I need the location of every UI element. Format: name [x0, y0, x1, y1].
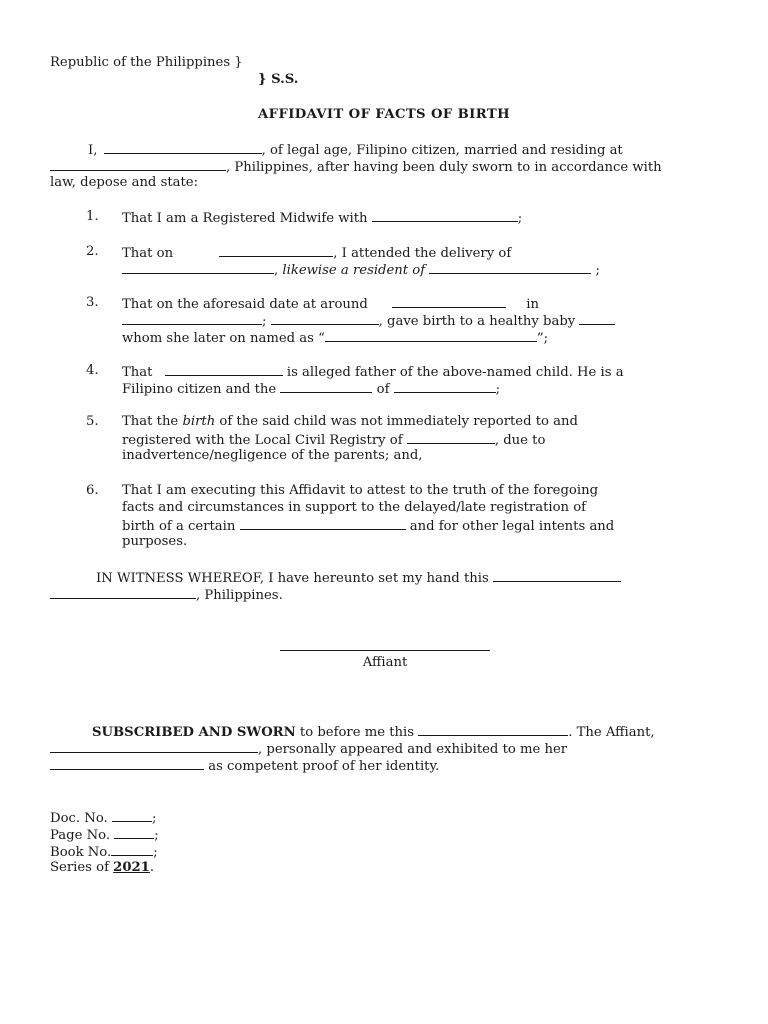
item-number: 4.: [86, 363, 99, 378]
notary-label: Series of: [50, 860, 109, 875]
delivery-date-blank[interactable]: [219, 243, 333, 257]
birth-place-blank[interactable]: [122, 311, 262, 325]
item-2: [122, 243, 660, 277]
mother-blank[interactable]: [271, 311, 379, 325]
baby-name-blank[interactable]: [325, 328, 537, 342]
baby-sex-blank[interactable]: [579, 311, 615, 325]
item-3: [122, 294, 660, 345]
item-text: ”;: [536, 331, 549, 346]
item-text: Filipino citizen and the: [122, 382, 277, 397]
item-text: ;: [595, 263, 600, 278]
jurat-date-blank[interactable]: [418, 722, 568, 736]
item-text: birth of a certain: [122, 519, 236, 534]
jurat-affiant-blank[interactable]: [50, 739, 258, 753]
father-residence-blank[interactable]: [394, 379, 496, 393]
item-text: of the said child was not immediately reported to and: [219, 414, 578, 429]
item-text: and for other legal intents and: [409, 519, 615, 534]
item-text: ,: [274, 263, 279, 278]
item-4: [122, 362, 660, 396]
item-number: 2.: [86, 244, 99, 259]
item-number: 5.: [86, 414, 99, 429]
item-text: , gave birth to a healthy baby: [378, 314, 576, 329]
series-year: 2021: [113, 860, 150, 875]
father-name-blank[interactable]: [165, 362, 283, 376]
intro-text: , Philippines, after having been duly sworn to in accordance with: [226, 160, 662, 175]
ss-line: } S.S.: [258, 72, 299, 87]
doc-no-blank[interactable]: [112, 808, 152, 822]
item-number: 1.: [86, 209, 99, 224]
witness-line-2: [50, 585, 283, 604]
item-text: facts and circumstances in support to the delayed/late registration of: [122, 500, 587, 515]
intro-text: , of legal age, Filipino citizen, married and residing at: [261, 143, 623, 158]
item-text: That I am executing this Affidavit to attest to the truth of the foregoing: [122, 483, 599, 498]
book-no-blank[interactable]: [111, 842, 153, 856]
midwife-org-blank[interactable]: [372, 208, 518, 222]
notary-label: Book No.: [50, 845, 112, 860]
item-text: ;: [517, 211, 523, 226]
item-text: registered with the Local Civil Registry of: [122, 433, 403, 448]
affiant-signature-line[interactable]: [280, 650, 490, 651]
item-number: 6.: [86, 483, 99, 498]
item-text: That I am a Registered Midwife with: [122, 211, 368, 226]
item-text: purposes.: [122, 534, 188, 549]
item-text: ;: [495, 382, 501, 397]
jurat-text: to before me this: [299, 725, 414, 740]
intro-text: I,: [88, 143, 98, 158]
birth-time-blank[interactable]: [392, 294, 506, 308]
intro-line-3: law, depose and state:: [50, 175, 199, 190]
residence-blank[interactable]: [50, 157, 226, 171]
republic-line: Republic of the Philippines }: [50, 55, 243, 70]
jurat-text: as competent proof of her identity.: [208, 759, 440, 774]
notary-text: ;: [154, 828, 159, 843]
registry-blank[interactable]: [407, 430, 495, 444]
item-text: That the: [122, 414, 179, 429]
jurat-text: , personally appeared and exhibited to me her: [258, 742, 568, 757]
notary-label: Doc. No.: [50, 811, 108, 826]
notary-label: Page No.: [50, 828, 111, 843]
series-line: [50, 859, 154, 876]
item-text: ;: [262, 314, 267, 329]
item-text: , I attended the delivery of: [333, 246, 512, 261]
item-number: 3.: [86, 295, 99, 310]
item-text: That on: [122, 246, 174, 261]
item-text-italic: birth: [182, 414, 216, 429]
notary-text: ;: [153, 845, 158, 860]
item-text-italic: likewise a resident of: [282, 263, 426, 278]
document-title: AFFIDAVIT OF FACTS OF BIRTH: [258, 107, 510, 122]
id-blank[interactable]: [50, 756, 204, 770]
item-text: That: [122, 365, 153, 380]
item-text: of: [376, 382, 390, 397]
affiant-name-blank[interactable]: [104, 140, 262, 154]
item-5: [122, 413, 660, 464]
witness-place-blank[interactable]: [50, 585, 196, 599]
father-status-blank[interactable]: [280, 379, 372, 393]
jurat-line-3: [50, 756, 439, 775]
witness-text: IN WITNESS WHEREOF, I have hereunto set my hand this: [96, 571, 489, 586]
item-text: , due to: [494, 433, 546, 448]
witness-text: , Philippines.: [196, 588, 283, 603]
jurat-text: . The Affiant,: [568, 725, 655, 740]
item-text: whom she later on named as “: [122, 331, 325, 346]
witness-date-blank[interactable]: [493, 568, 621, 582]
page-no-blank[interactable]: [114, 825, 154, 839]
item-text: in: [526, 297, 539, 312]
item-text: is alleged father of the above-named child. He is a: [286, 365, 624, 380]
notary-text: ;: [151, 811, 157, 826]
item-1: [122, 208, 660, 227]
child-name-blank[interactable]: [240, 516, 406, 530]
jurat-bold-text: SUBSCRIBED AND SWORN: [92, 725, 296, 740]
item-text: That on the aforesaid date at around: [122, 297, 368, 312]
item-6: [122, 482, 660, 550]
item-text: inadvertence/negligence of the parents; and,: [122, 448, 423, 463]
mother-name-blank[interactable]: [122, 260, 274, 274]
affiant-label: Affiant: [362, 655, 408, 670]
mother-residence-blank[interactable]: [429, 260, 591, 274]
notary-text: .: [149, 860, 155, 875]
